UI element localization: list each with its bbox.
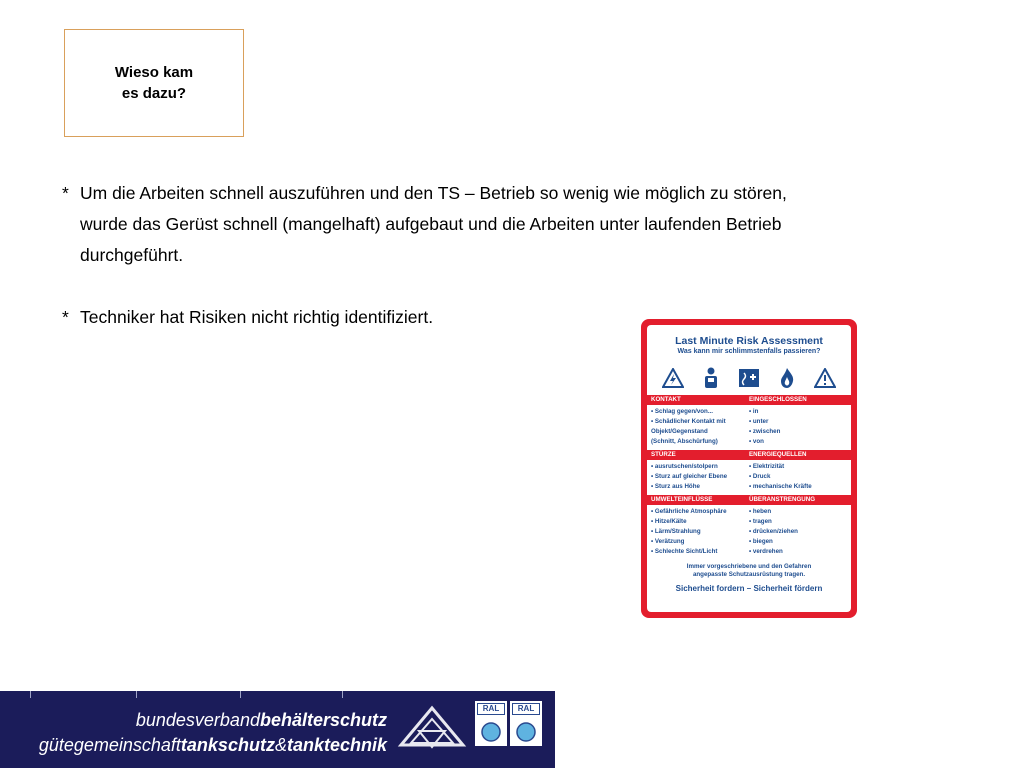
card-slogan: Sicherheit fordern – Sicherheit fördern [675, 584, 823, 593]
list-item: • Hitze/Kälte [651, 518, 687, 525]
list-item: • unter [749, 418, 769, 425]
list-item: • biegen [749, 538, 773, 545]
list-item: • Schlechte Sicht/Licht [651, 548, 718, 555]
paragraph-1 [62, 178, 962, 271]
list-item: • drücken/ziehen [749, 528, 798, 535]
paragraph-bullet: * [62, 183, 69, 203]
electric-warning-icon [662, 368, 684, 388]
list-item: • heben [749, 508, 772, 515]
list-item: Objekt/Gegenstand [651, 428, 708, 435]
banner-line-1: bundesverbandbehälterschutz [135, 710, 387, 730]
ral-label: RAL [477, 703, 505, 715]
list-item: (Schnitt, Abschürfung) [651, 438, 718, 445]
banner-line-2: gütegemeinschafttankschutz&tanktechnik [38, 735, 387, 755]
list-item: • Gefährliche Atmosphäre [651, 508, 727, 515]
list-item: • Druck [749, 473, 771, 480]
worker-icon [702, 367, 720, 389]
card-footer-note-1: Immer vorgeschriebene und den Gefahren [686, 563, 812, 570]
ral-seal-1 [475, 701, 507, 746]
list-item: • zwischen [749, 428, 781, 435]
section-umwelteinfluesse [647, 505, 851, 560]
ral-seal-2 [510, 701, 542, 746]
list-item: • in [749, 408, 759, 415]
seal-icon [510, 715, 542, 743]
paragraph-1-line-2: wurde das Gerüst schnell (mangelhaft) aufgebaut und die Arbeiten unter laufenden Betrieb [80, 214, 782, 234]
card-footer-note-2: angepasste Schutzausrüstung tragen. [692, 571, 806, 578]
list-item: • von [749, 438, 764, 445]
card-subtitle: Was kann mir schlimmstenfalls passieren? [677, 348, 821, 355]
ral-label: RAL [512, 703, 540, 715]
slide-body [62, 178, 962, 333]
warning-triangle-icon [814, 368, 836, 388]
list-item: • mechanische Kräfte [749, 483, 812, 490]
slide-title-box [64, 29, 244, 137]
association-banner [0, 691, 555, 768]
association-logo-icon [397, 705, 467, 753]
paragraph-2-line-1: Techniker hat Risiken nicht richtig identifiziert. [80, 307, 434, 327]
section-header-kontakt: KONTAKT EINGESCHLOSSEN [647, 395, 851, 405]
toxic-icon [738, 368, 760, 388]
slide-title-line-1: Wieso kam [114, 64, 194, 81]
list-item: • tragen [749, 518, 772, 525]
list-item: • Verätzung [651, 538, 685, 545]
list-item: • Lärm/Strahlung [651, 528, 701, 535]
paragraph-1-line-3: durchgeführt. [80, 245, 184, 265]
list-item: • ausrutschen/stolpern [651, 463, 718, 470]
paragraph-1-line-1: Um die Arbeiten schnell auszuführen und den TS – Betrieb so wenig wie möglich zu stören, [80, 183, 787, 203]
list-item: • Sturz auf gleicher Ebene [651, 473, 728, 480]
list-item: • verdrehen [749, 548, 783, 555]
risk-assessment-card [641, 319, 857, 618]
section-header-stuerze: STÜRZE ENERGIEQUELLEN [647, 450, 851, 460]
list-item: • Schädlicher Kontakt mit [651, 418, 726, 425]
slide-title-line-2: es dazu? [121, 85, 187, 102]
section-kontakt [647, 405, 851, 450]
fire-icon [778, 367, 796, 389]
paragraph-bullet: * [62, 307, 69, 327]
section-stuerze [647, 460, 851, 495]
list-item: • Schlag gegen/von... [651, 408, 713, 415]
hazard-icons [647, 357, 851, 395]
list-item: • Elektrizität [749, 463, 785, 470]
list-item: • Sturz aus Höhe [651, 483, 700, 490]
section-header-umwelteinfluesse: UMWELTEINFLÜSSE ÜBERANSTRENGUNG [647, 495, 851, 505]
card-title: Last Minute Risk Assessment [675, 335, 823, 347]
seal-icon [475, 715, 507, 743]
